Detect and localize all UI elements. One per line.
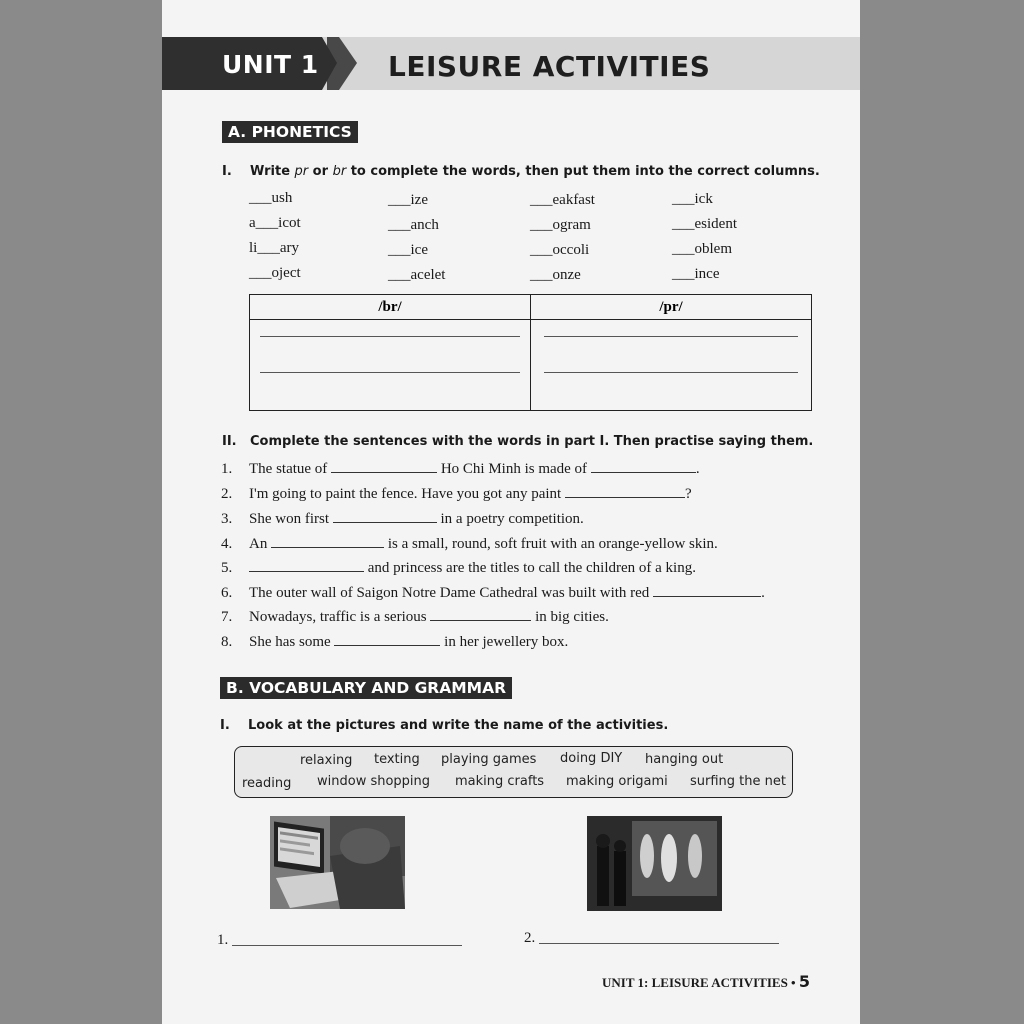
word-bank-item: window shopping	[317, 774, 431, 789]
word-bank-item: texting	[374, 752, 420, 767]
sentence-text: in her jewellery box.	[440, 634, 569, 650]
sentence-text: I'm going to paint the fence. Have you got any paint	[249, 486, 565, 502]
word-item: ___acelet	[388, 267, 446, 283]
sentence-text: in a poetry competition.	[436, 511, 584, 527]
sentence-number: 4.	[221, 536, 233, 552]
sentence-text: The statue of	[249, 461, 332, 477]
word-item: ___ogram	[530, 217, 591, 233]
instruction-text: Look at the pictures and write the name of the activities.	[248, 718, 669, 733]
shop-window-illustration	[587, 816, 722, 911]
answer-blank[interactable]	[653, 584, 761, 597]
page-number: 5	[798, 972, 810, 991]
answer-2-label: 2.	[524, 930, 536, 946]
word-item: ___occoli	[530, 242, 590, 258]
column-pr-answers[interactable]	[531, 320, 812, 411]
sentence-item	[221, 633, 568, 651]
sentence-text: Ho Chi Minh is made of	[437, 461, 591, 477]
answer-line[interactable]	[544, 336, 798, 337]
answer-line[interactable]	[260, 336, 520, 337]
column-br-header: /br/	[250, 295, 531, 320]
word-item: ___ince	[672, 266, 720, 282]
exercise-number: I.	[222, 164, 232, 179]
answer-blank[interactable]	[334, 633, 440, 646]
sentence-number: 6.	[221, 585, 233, 601]
page-footer	[602, 972, 810, 991]
sentence-text: The outer wall of Saigon Notre Dame Cathedral was built with red	[249, 585, 654, 601]
section-b-heading: B. VOCABULARY AND GRAMMAR	[220, 677, 512, 699]
answer-2-line[interactable]	[539, 943, 779, 944]
instruction-br: br	[332, 164, 347, 179]
answer-1-line[interactable]	[232, 945, 462, 946]
sentence-item	[221, 460, 700, 478]
instruction-text: to complete the words, then put them into the correct columns.	[346, 164, 820, 179]
word-item: ___ize	[388, 192, 428, 208]
sentence-text: .	[695, 461, 700, 477]
word-item: ___oblem	[672, 241, 732, 257]
word-item: ___eakfast	[530, 192, 595, 208]
word-item: ___esident	[672, 216, 737, 232]
exercise-a1-instruction	[222, 164, 820, 179]
answer-blank[interactable]	[430, 608, 531, 621]
sentence-item	[221, 485, 692, 503]
sentence-text: She has some	[249, 634, 335, 650]
word-bank-item: surfing the net	[690, 774, 786, 789]
word-bank-item: making crafts	[455, 774, 545, 789]
sentence-text: ?	[684, 486, 692, 502]
exercise-number: I.	[220, 718, 230, 733]
word-bank-item: playing games	[441, 752, 537, 767]
word-item: ___oject	[249, 265, 301, 281]
instruction-pr: pr	[294, 164, 309, 179]
word-item: ___ick	[672, 191, 713, 207]
word-bank-item: reading	[242, 776, 292, 791]
workbook-page	[162, 0, 860, 1024]
sentence-text: An	[249, 536, 272, 552]
word-item: ___ush	[249, 190, 293, 206]
sentence-number: 3.	[221, 511, 233, 527]
instruction-text: or	[308, 164, 333, 179]
column-pr-header: /pr/	[531, 295, 812, 320]
sentence-text: .	[761, 585, 765, 601]
exercise-number: II.	[222, 434, 237, 449]
word-item: li___ary	[249, 240, 299, 256]
word-bank-item: hanging out	[645, 752, 724, 767]
unit-label: UNIT 1	[222, 50, 319, 79]
exercise-b1-instruction	[220, 718, 668, 733]
sentence-item	[221, 584, 765, 602]
sentence-number: 5.	[221, 560, 233, 576]
sentence-number: 1.	[221, 461, 233, 477]
instruction-text: Complete the sentences with the words in part I. Then practise saying them.	[250, 434, 814, 449]
unit-title: LEISURE ACTIVITIES	[388, 50, 711, 83]
answer-line[interactable]	[260, 372, 520, 373]
sentence-text: in big cities.	[531, 609, 609, 625]
answer-blank[interactable]	[591, 460, 696, 473]
column-br-answers[interactable]	[250, 320, 531, 411]
footer-text: UNIT 1: LEISURE ACTIVITIES •	[602, 975, 799, 990]
answer-line[interactable]	[544, 372, 798, 373]
instruction-text: Write	[250, 164, 295, 179]
sentence-text: and princess are the titles to call the children of a king.	[364, 560, 696, 576]
word-item: ___onze	[530, 267, 581, 283]
sentence-number: 7.	[221, 609, 233, 625]
laptop-photo	[270, 816, 405, 909]
answer-blank[interactable]	[271, 535, 384, 548]
window-shopping-photo	[587, 816, 722, 911]
answer-blank[interactable]	[249, 559, 364, 572]
sentence-text: She won first	[249, 511, 333, 527]
sentence-number: 8.	[221, 634, 233, 650]
sentence-item	[221, 535, 718, 553]
sound-columns-table	[249, 294, 812, 411]
word-item: ___anch	[388, 217, 439, 233]
sentence-text: is a small, round, soft fruit with an orange-yellow skin.	[384, 536, 718, 552]
sentence-text: Nowadays, traffic is a serious	[249, 609, 431, 625]
sentence-item	[221, 559, 696, 577]
sentence-item	[221, 510, 584, 528]
word-item: a___icot	[249, 215, 301, 231]
sentence-number: 2.	[221, 486, 233, 502]
word-item: ___ice	[388, 242, 428, 258]
answer-blank[interactable]	[565, 485, 685, 498]
answer-blank[interactable]	[333, 510, 437, 523]
exercise-a2-instruction	[222, 434, 813, 449]
laptop-illustration	[270, 816, 405, 909]
section-a-heading: A. PHONETICS	[222, 121, 358, 143]
word-bank-item: doing DIY	[560, 751, 623, 766]
sentence-item	[221, 608, 609, 626]
answer-1-label: 1.	[217, 932, 229, 948]
word-bank-item: relaxing	[300, 753, 353, 768]
answer-blank[interactable]	[331, 460, 437, 473]
word-bank-item: making origami	[566, 774, 668, 789]
